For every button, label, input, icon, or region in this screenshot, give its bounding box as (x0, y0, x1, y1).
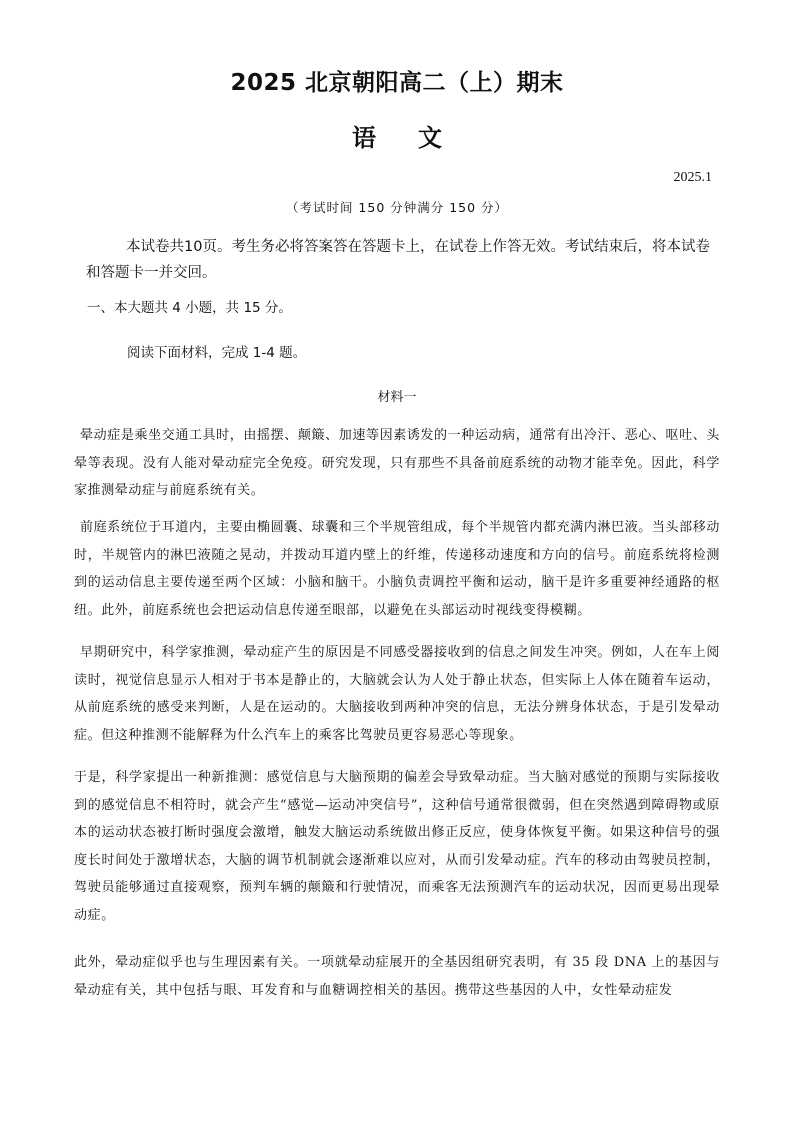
material-title: 材料一 (377, 390, 417, 405)
exam-info: （考试时间 150 分钟满分 150 分） (285, 200, 509, 215)
paragraph: 于是，科学家提出一种新推测：感觉信息与大脑预期的偏差会导致晕动症。当大脑对感觉的预期与实际接收到的感觉信息不相符时，就会产生“感觉—运动冲突信号”，这种信号通常很微弱，但在突然遇到障碍物或原本的运动状态被打断时强度会激增，触发大脑运动系统做出修正反应，使身体恢复平衡。如果这种信号的强度长时间处于激增状态，大脑的调节机制就会逐渐难以应对，从而引发晕动症。汽车的移动由驾驶员控制，驾驶员能够通过直接观察，预判车辆的颠簸和行驶情况，而乘客无法预测汽车的运动状况，因而更易出现晕动症。 (74, 770, 720, 923)
section-heading: 一、本大题共 4 小题，共 15 分。 (87, 300, 292, 316)
paragraph: 晕动症是乘坐交通工具时，由摇摆、颠簸、加速等因素诱发的一种运动病，通常有出冷汗、恶心、呕吐、头晕等表现。没有人能对晕动症完全免疫。研究发现，只有那些不具备前庭系统的动物才能幸免。因此，科学家推测晕动症与前庭系统有关。 (74, 428, 720, 498)
paragraph: 此外，晕动症似乎也与生理因素有关。一项就晕动症展开的全基因组研究表明，有 35 段 DNA 上的基因与晕动症有关，其中包括与眼、耳发育和与血糖调控相关的基因。携带这些基因的人中，女性晕动症发 (74, 955, 720, 998)
paragraph: 前庭系统位于耳道内，主要由椭圆囊、球囊和三个半规管组成，每个半规管内都充满内淋巴液。当头部移动时，半规管内的淋巴液随之晃动，并拨动耳道内壁上的纤维，传递移动速度和方向的信号。前庭系统将检测到的运动信息主要传递至两个区域：小脑和脑干。小脑负责调控平衡和运动，脑干是许多重要神经通路的枢纽。此外，前庭系统也会把运动信息传递至眼部，以避免在头部运动时视线变得模糊。 (74, 520, 720, 618)
subject-char-2: 文 (418, 124, 442, 152)
paragraph: 早期研究中，科学家推测，晕动症产生的原因是不同感受器接收到的信息之间发生冲突。例如，人在车上阅读时，视觉信息显示人相对于书本是静止的，大脑就会认为人处于静止状态，但实际上人体在随着车运动，从前庭系统的感受来判断，人是在运动的。大脑接收到两种冲突的信息，无法分辨身体状态，于是引发晕动症。但这种推测不能解释为什么汽车上的乘客比驾驶员更容易恶心等现象。 (74, 645, 720, 743)
exam-date: 2025.1 (673, 170, 712, 185)
reading-instruction: 阅读下面材料，完成 1-4 题。 (127, 345, 307, 361)
subject-char-1: 语 (352, 124, 376, 152)
exam-title: 2025 北京朝阳高二（上）期末 (230, 70, 564, 96)
exam-notice: 本试卷共10页。考生务必将答案答在答题卡上，在试卷上作答无效。考试结束后，将本试卷和答题卡一并交回。 (86, 239, 710, 281)
subject-title (0, 118, 794, 153)
